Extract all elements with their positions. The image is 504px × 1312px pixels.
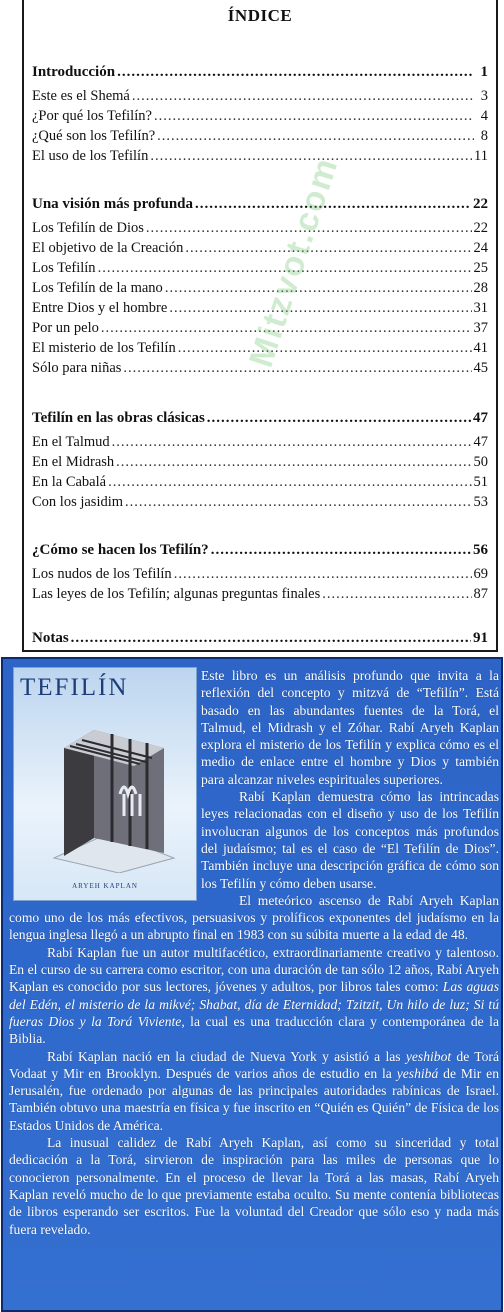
toc-item[interactable]: Este es el Shemá ..... 3: [32, 88, 488, 108]
blurb-text: [9, 667, 499, 1238]
back-cover: [1, 657, 503, 1312]
toc-item[interactable]: Entre Dios y el hombre ..... 31: [32, 300, 488, 320]
toc-heading[interactable]: Notas ..... 91: [32, 630, 488, 654]
toc-section-obras: [32, 410, 488, 514]
toc-heading[interactable]: Tefilín en las obras clásicas ..... 47: [32, 410, 488, 434]
toc-item[interactable]: Los Tefilín ..... 25: [32, 260, 488, 280]
paragraph: Este libro es un análisis profundo que invita a la reflexión del concepto y mitzvá de “Tefilín”. Está basado en las abundantes fuentes de la Torá, el Talmud, el Midrash y el Zóhar. Rabí Aryeh Kaplan explora el misterio de los Tefilín y explica cómo es el medio de enlace entre el hombre y Dios y también para alcanzar niveles espirituales superiores.: [201, 668, 499, 787]
paragraph: Rabí Kaplan nació en la ciudad de Nueva York y asistió a las yeshibot de Torá Vodaat y Mir en Brooklyn. Después de varios años de estudio en la yeshibá de Mir en Jerusalén, fue ordenado por algunas de las principales autoridades rabínicas de Israel. También obtuvo una maestría en física y fue inscrito en “Quién es Quién” de Física de los Estados Unidos de América.: [9, 1048, 499, 1133]
toc-item[interactable]: Los Tefilín de Dios ..... 22: [32, 220, 488, 240]
toc-item[interactable]: Las leyes de los Tefilín; algunas preguntas finales ..... 87: [32, 586, 488, 606]
toc-heading[interactable]: Una visión más profunda ..... 22: [32, 196, 488, 220]
toc-item[interactable]: En el Talmud ..... 47: [32, 434, 488, 454]
paragraph: La inusual calidez de Rabí Aryeh Kaplan, así como su sinceridad y total dedicación a la Torá, sirvieron de inspiración para las miles de personas que lo conocieron personalmente. En el proceso de llevar la Torá a las masas, Rabí Aryeh Kaplan reveló mucho de lo que previamente estaba oculto. Su mente contenía bibliotecas de libros esperando ser escritos. Fue la voluntad del Creador que sólo eso y nada más fuera revelado.: [9, 1135, 499, 1237]
toc-item[interactable]: El uso de los Tefilín ..... 11: [32, 148, 488, 168]
toc-section-vision: [32, 196, 488, 380]
toc-section-como-se-hacen: [32, 542, 488, 606]
table-of-contents: [22, 0, 498, 652]
toc-heading[interactable]: ¿Cómo se hacen los Tefilín? ..... 56: [32, 542, 488, 566]
toc-item[interactable]: El objetivo de la Creación ..... 24: [32, 240, 488, 260]
toc-item[interactable]: Por un pelo ..... 37: [32, 320, 488, 340]
toc-section-notas: [32, 630, 488, 654]
toc-item[interactable]: En la Cabalá ..... 51: [32, 474, 488, 494]
toc-item[interactable]: Los nudos de los Tefilín ..... 69: [32, 566, 488, 586]
toc-item[interactable]: Con los jasidim ..... 53: [32, 494, 488, 514]
book-author: ARYEH KAPLAN: [72, 882, 138, 890]
paragraph: Rabí Kaplan fue un autor multifacético, extraordinariamente creativo y talentoso. En el curso de su carrera como escritor, con una duración de tan sólo 12 años, Rabí Aryeh Kaplan es conocido por sus lectores, jóvenes y adultos, por libros tales como: Las aguas del Edén, el misterio de la mikvé; Shabat, día de Eternidad; Tzitzit, Un hilo de luz; Si tú fueras Dios y la Torá Viviente, la cual es una traducción clara y contemporánea de la Biblia.: [9, 944, 499, 1047]
toc-heading[interactable]: Introducción ..... 1: [32, 64, 488, 88]
toc-item[interactable]: En el Midrash ..... 50: [32, 454, 488, 474]
toc-section-introduccion: [32, 64, 488, 168]
paragraph: Rabí Kaplan demuestra cómo las intrincadas leyes relacionadas con el diseño y uso de los Tefilín involucran algunos de los conceptos más profundos del judaísmo; tal es el caso de “El Tefilín de Dios”. También incluye una descripción gráfica de cómo son los Tefilín y cómo deben usarse.: [201, 789, 499, 891]
toc-item[interactable]: El misterio de los Tefilín ..... 41: [32, 340, 488, 360]
toc-title: ÍNDICE: [227, 6, 293, 25]
toc-item[interactable]: ¿Qué son los Tefilín? ..... 8: [32, 128, 488, 148]
toc-item[interactable]: ¿Por qué los Tefilín? ..... 4: [32, 108, 488, 128]
watermark-text: Mitzvot.com: [242, 152, 346, 372]
toc-item[interactable]: Sólo para niñas ..... 45: [32, 360, 488, 380]
toc-item[interactable]: Los Tefilín de la mano ..... 28: [32, 280, 488, 300]
paragraph: El meteórico ascenso de Rabí Aryeh Kaplan como uno de los más efectivos, persuasivos y prolíficos exponentes del judaísmo en la lengua inglesa llegó a un abrupto final en 1983 con su súbita muerte a la edad de 48.: [9, 892, 499, 943]
book-title: TEFILÍN: [20, 674, 129, 701]
